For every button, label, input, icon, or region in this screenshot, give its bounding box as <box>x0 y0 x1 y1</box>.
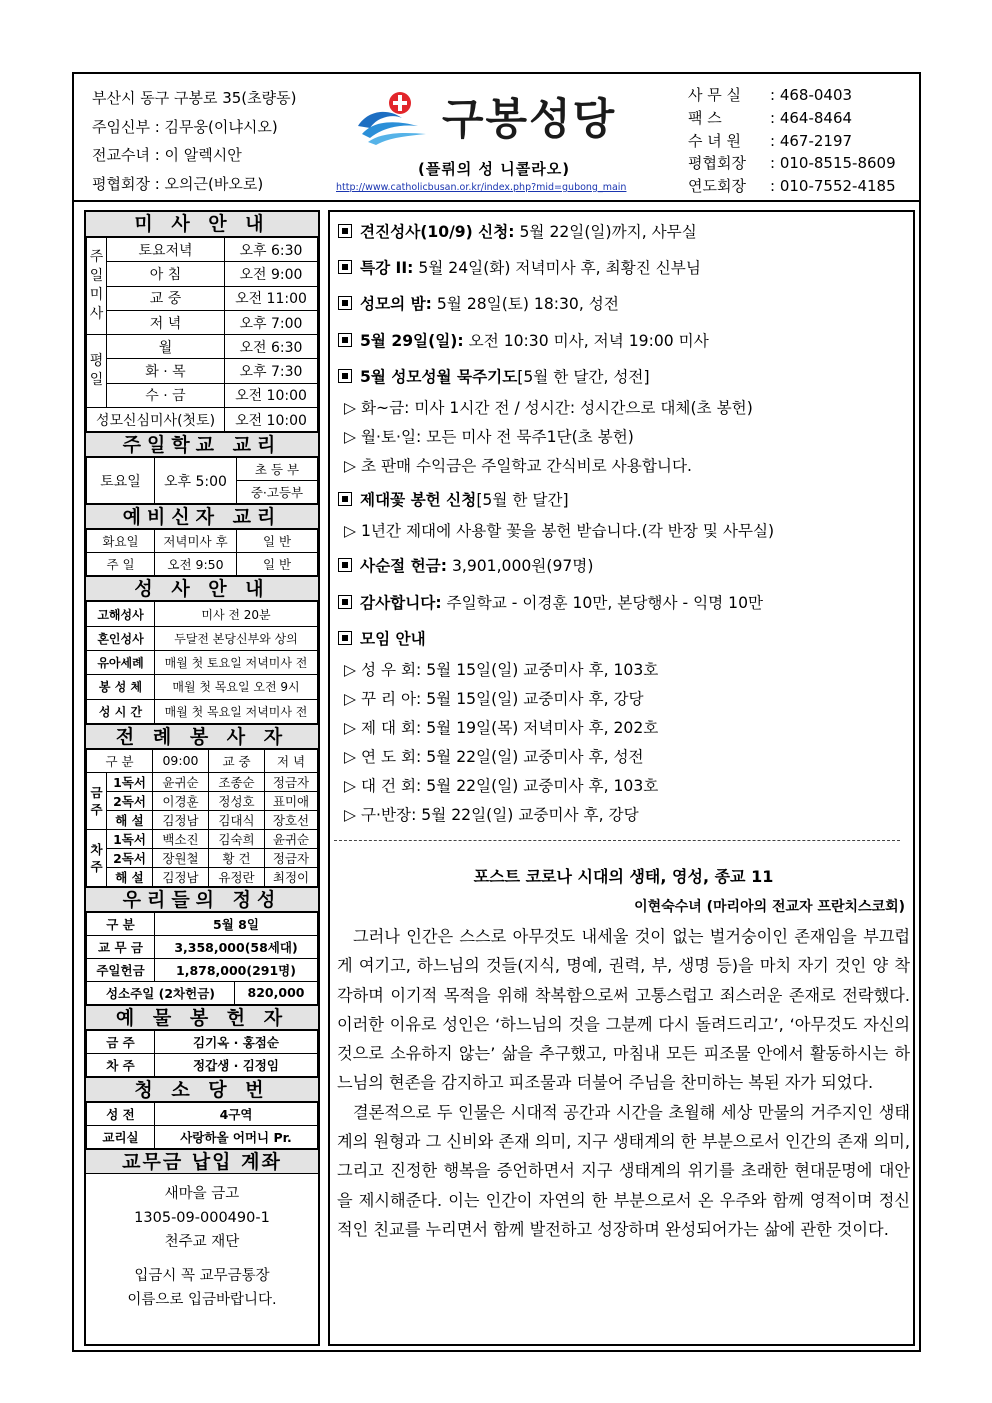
server-name: 김숙희 <box>209 829 265 848</box>
notice-item: 성모의 밤: 5월 28일(토) 18:30, 성전 <box>338 292 619 314</box>
server-name: 정금자 <box>265 848 318 867</box>
school-day: 토요일 <box>87 458 155 504</box>
sunday-mass-label: 주일미사 <box>87 238 107 335</box>
servers-week-label: 차주 <box>87 829 107 886</box>
bulletin-header <box>74 74 919 202</box>
flower-line: ▷ 1년간 제대에 사용할 꽃을 봉헌 받습니다.(각 반장 및 사무실) <box>344 522 775 540</box>
rosary-line: ▷ 화~금: 미사 1시간 전 / 성시간: 성시간으로 대체(초 봉헌) <box>344 399 753 417</box>
contact-row: 수 녀 원 : 467-2197 <box>688 131 853 150</box>
offering-name: 교 무 금 <box>87 935 155 958</box>
sacrament-desc: 매월 첫 목요일 저녁미사 전 <box>155 699 318 723</box>
catechumen-table <box>86 529 318 576</box>
parish-website-link[interactable]: http://www.catholicbusan.or.kr/index.php?mid=gubong_main <box>336 182 627 193</box>
mass-name: 토요저녁 <box>107 238 225 262</box>
servers-week-label: 금주 <box>87 772 107 829</box>
sacraments-table <box>86 601 318 723</box>
offering-name: 주일헌금 <box>87 958 155 981</box>
offering-value: 820,000 <box>235 981 318 1004</box>
sacrament-name: 성 시 간 <box>87 699 155 723</box>
cleaning-title: 청 소 당 번 <box>86 1077 318 1102</box>
catechumen-title: 예비신자 교리 <box>86 504 318 529</box>
mass-name: 화 · 목 <box>107 359 225 383</box>
server-name: 김정남 <box>153 810 209 829</box>
mass-section-title: 미 사 안 내 <box>86 212 318 237</box>
cleaning-table <box>86 1102 318 1149</box>
server-name: 이경훈 <box>153 791 209 810</box>
catechumen-time: 오전 9:50 <box>155 553 237 576</box>
server-name: 표미애 <box>265 791 318 810</box>
cleaning-value: 사랑하올 어머니 Pr. <box>155 1125 318 1148</box>
square-bullet-icon <box>338 369 352 383</box>
cleaning-name: 성 전 <box>87 1102 155 1125</box>
square-bullet-icon <box>338 296 352 310</box>
servers-head: 09:00 <box>153 749 209 772</box>
mass-name: 성모신심미사(첫토) <box>87 408 225 432</box>
server-role: 2독서 <box>107 848 153 867</box>
parish-address: 부산시 동구 구봉로 35(초량동) <box>92 89 297 107</box>
dashed-divider <box>334 840 900 841</box>
mass-name: 저 녁 <box>107 310 225 334</box>
mass-name: 월 <box>107 335 225 359</box>
contact-row: 사 무 실 : 468-0403 <box>688 86 853 104</box>
parish-sister: 전교수녀 : 이 알렉시안 <box>92 146 242 164</box>
offering-table <box>86 912 318 1005</box>
notice-item: 감사합니다: 주일학교 - 이경훈 10만, 본당행사 - 익명 10만 <box>338 591 763 613</box>
servers-head: 교 중 <box>209 749 265 772</box>
meeting-line: ▷ 연 도 회: 5월 22일(일) 교중미사 후, 성전 <box>344 748 644 766</box>
account-holder: 천주교 재단 <box>164 1233 240 1250</box>
servers-head: 저 녁 <box>265 749 318 772</box>
sacrament-desc: 매월 첫 목요일 오전 9시 <box>155 675 318 699</box>
square-bullet-icon <box>338 631 352 645</box>
school-group: 중·고등부 <box>237 481 318 504</box>
sunday-school-title: 주일학교 교리 <box>86 432 318 457</box>
server-name: 윤귀순 <box>153 772 209 791</box>
meeting-line: ▷ 성 우 회: 5월 15일(일) 교중미사 후, 103호 <box>344 661 659 679</box>
article-author: 이현숙수녀 (마리아의 전교자 프란치스코회) <box>634 899 905 915</box>
server-name: 김정남 <box>153 867 209 886</box>
sacrament-name: 유아세례 <box>87 650 155 674</box>
server-name: 장원철 <box>153 848 209 867</box>
offering-name: 성소주일 (2차헌금) <box>87 981 235 1004</box>
meeting-line: ▷ 구·반장: 5월 22일(일) 교중미사 후, 강당 <box>344 806 639 824</box>
notice-item: 견진성사(10/9) 신청: 5월 22일(일)까지, 사무실 <box>338 220 697 242</box>
rosary-line: ▷ 월·토·일: 모든 미사 전 묵주1단(초 봉헌) <box>344 428 634 446</box>
sacrament-name: 고해성사 <box>87 602 155 626</box>
meeting-line: ▷ 제 대 회: 5월 19일(목) 저녁미사 후, 202호 <box>344 719 659 737</box>
server-role: 1독서 <box>107 829 153 848</box>
offering-value: 3,358,000(58세대) <box>155 935 318 958</box>
mass-time: 오전 10:00 <box>225 383 318 407</box>
notice-item: 특강 II: 5월 24일(화) 저녁미사 후, 최황진 신부님 <box>338 256 701 278</box>
gift-name: 금 주 <box>87 1030 155 1053</box>
servers-title: 전 례 봉 사 자 <box>86 724 318 749</box>
gift-value: 정갑생 · 김정임 <box>155 1053 318 1076</box>
square-bullet-icon <box>338 224 352 238</box>
school-time: 오후 5:00 <box>155 458 237 504</box>
account-title: 교무금 납입 계좌 <box>86 1149 318 1174</box>
gift-value: 김기옥 · 홍점순 <box>155 1030 318 1053</box>
square-bullet-icon <box>338 333 352 347</box>
gift-name: 차 주 <box>87 1053 155 1076</box>
meeting-line: ▷ 꾸 리 아: 5월 15일(일) 교중미사 후, 강당 <box>344 690 644 708</box>
catechumen-day: 주 일 <box>87 553 155 576</box>
mass-time: 오후 7:30 <box>225 359 318 383</box>
offering-name: 구 분 <box>87 912 155 935</box>
account-info <box>86 1174 318 1312</box>
parish-logo-icon <box>356 90 428 146</box>
sacrament-name: 혼인성사 <box>87 626 155 650</box>
sacrament-desc: 매월 첫 토요일 저녁미사 전 <box>155 650 318 674</box>
parish-info <box>92 84 297 198</box>
mass-table <box>86 237 318 432</box>
contact-row: 팩 스 : 464-8464 <box>688 108 853 127</box>
rosary-line: ▷ 초 판매 수익금은 주일학교 간식비로 사용합니다. <box>344 457 692 475</box>
catechumen-day: 화요일 <box>87 530 155 553</box>
notice-item: 5월 성모성월 묵주기도[5월 한 달간, 성전] <box>338 365 650 387</box>
article-body <box>337 922 910 1244</box>
mass-time: 오전 9:00 <box>225 262 318 286</box>
notice-item: 사순절 헌금: 3,901,000원(97명) <box>338 554 593 576</box>
right-column <box>328 210 915 1346</box>
square-bullet-icon <box>338 558 352 572</box>
catechumen-group: 일 반 <box>237 553 318 576</box>
server-name: 최정이 <box>265 867 318 886</box>
server-name: 정금자 <box>265 772 318 791</box>
server-name: 백소진 <box>153 829 209 848</box>
cleaning-value: 4구역 <box>155 1102 318 1125</box>
cleaning-name: 교리실 <box>87 1125 155 1148</box>
mass-time: 오전 10:00 <box>225 408 318 432</box>
school-group: 초 등 부 <box>237 458 318 481</box>
offering-value: 1,878,000(291명) <box>155 958 318 981</box>
gift-table <box>86 1030 318 1077</box>
server-role: 2독서 <box>107 791 153 810</box>
account-note: 입금시 꼭 교무금통장 <box>134 1267 270 1284</box>
server-name: 정성호 <box>209 791 265 810</box>
square-bullet-icon <box>338 260 352 274</box>
meeting-line: ▷ 대 건 회: 5월 22일(일) 교중미사 후, 103호 <box>344 777 659 795</box>
sunday-school-table <box>86 457 318 504</box>
server-name: 황 건 <box>209 848 265 867</box>
mass-time: 오후 6:30 <box>225 238 318 262</box>
catechumen-time: 저녁미사 후 <box>155 530 237 553</box>
contact-row: 평협회장 : 010-8515-8609 <box>688 154 896 173</box>
left-column <box>84 210 320 1346</box>
article-paragraph: 그러나 인간은 스스로 아무것도 내세울 것이 없는 벌거숭이인 존재임을 부끄럽게 여기고, 하느님의 것들(지식, 명예, 권력, 부, 생명 등)을 마치 자기 것인 양 착각하며 이기적 목적을 위해 착복함으로써 고통스럽고 죄스러운 존재로 전락했다. 이러한 이유로 성인은 ‘하느님의 것을 그분께 다시 돌려드리고’, ‘아무것도 자신의 것으로 소유하지 않는’ 삶을 추구했고, 마침내 모든 피조물 안에서 활동하시는 하느님의 현존을 감지하고 피조물과 더불어 주님을 찬미하는 복된 자가 되었다. <box>337 927 910 1093</box>
mass-name: 아 침 <box>107 262 225 286</box>
server-name: 유정란 <box>209 867 265 886</box>
sacrament-name: 봉 성 체 <box>87 675 155 699</box>
parish-pastor: 주임신부 : 김무웅(이냐시오) <box>92 117 278 136</box>
account-bank: 새마을 금고 <box>164 1185 240 1202</box>
notice-item: 5월 29일(일): 오전 10:30 미사, 저녁 19:00 미사 <box>338 329 709 351</box>
offering-title: 우리들의 정성 <box>86 887 318 912</box>
gift-title: 예 물 봉 헌 자 <box>86 1005 318 1030</box>
sacrament-desc: 두달전 본당신부와 상의 <box>155 626 318 650</box>
weekday-mass-label: 평일 <box>87 335 107 408</box>
offering-value: 5월 8일 <box>155 912 318 935</box>
mass-time: 오전 11:00 <box>225 286 318 310</box>
article-title: 포스트 코로나 시대의 생태, 영성, 종교 11 <box>473 867 774 886</box>
server-role: 해 설 <box>107 867 153 886</box>
mass-name: 수 · 금 <box>107 383 225 407</box>
servers-head: 구 분 <box>87 749 153 772</box>
server-role: 해 설 <box>107 810 153 829</box>
contact-list <box>688 84 896 198</box>
article-paragraph: 결론적으로 두 인물은 시대적 공간과 시간을 초월해 세상 만물의 거주지인 생태계의 원형과 그 신비와 존재 의미, 지구 생태계의 한 부분으로서 인간의 존재 의미, 그리고 진정한 행복을 증언하면서 지구 생태계의 위기를 초래한 현대문명에 대안을 제시해준다. 이는 인간이 자연의 한 부분으로서 온 우주와 함께 영적이며 정신적인 친교를 누리면서 함께 발전하고 성장하며 완성되어가는 삶에 관한 것이다. <box>337 1102 910 1239</box>
bulletin-frame <box>72 72 921 1352</box>
server-name: 윤귀순 <box>265 829 318 848</box>
account-note: 이름으로 입금바랍니다. <box>127 1291 277 1308</box>
catechumen-group: 일 반 <box>237 530 318 553</box>
server-name: 김대식 <box>209 810 265 829</box>
parish-title: 구봉성당 <box>442 95 617 145</box>
notice-item: 모임 안내 <box>338 627 426 649</box>
mass-time: 오후 7:00 <box>225 310 318 334</box>
servers-table <box>86 749 318 887</box>
square-bullet-icon <box>338 492 352 506</box>
sacrament-desc: 미사 전 20분 <box>155 602 318 626</box>
notice-item: 제대꽃 봉헌 신청[5월 한 달간] <box>338 488 569 510</box>
square-bullet-icon <box>338 595 352 609</box>
contact-row: 연도회장 : 010-7552-4185 <box>688 177 896 196</box>
parish-council: 평협회장 : 오의근(바오로) <box>92 174 264 193</box>
mass-name: 교 중 <box>107 286 225 310</box>
parish-subtitle: (플뤼의 성 니콜라오) <box>418 160 571 178</box>
account-number: 1305-09-000490-1 <box>134 1209 270 1226</box>
server-name: 조종순 <box>209 772 265 791</box>
sacraments-title: 성 사 안 내 <box>86 576 318 601</box>
server-name: 장호선 <box>265 810 318 829</box>
mass-time: 오전 6:30 <box>225 335 318 359</box>
server-role: 1독서 <box>107 772 153 791</box>
